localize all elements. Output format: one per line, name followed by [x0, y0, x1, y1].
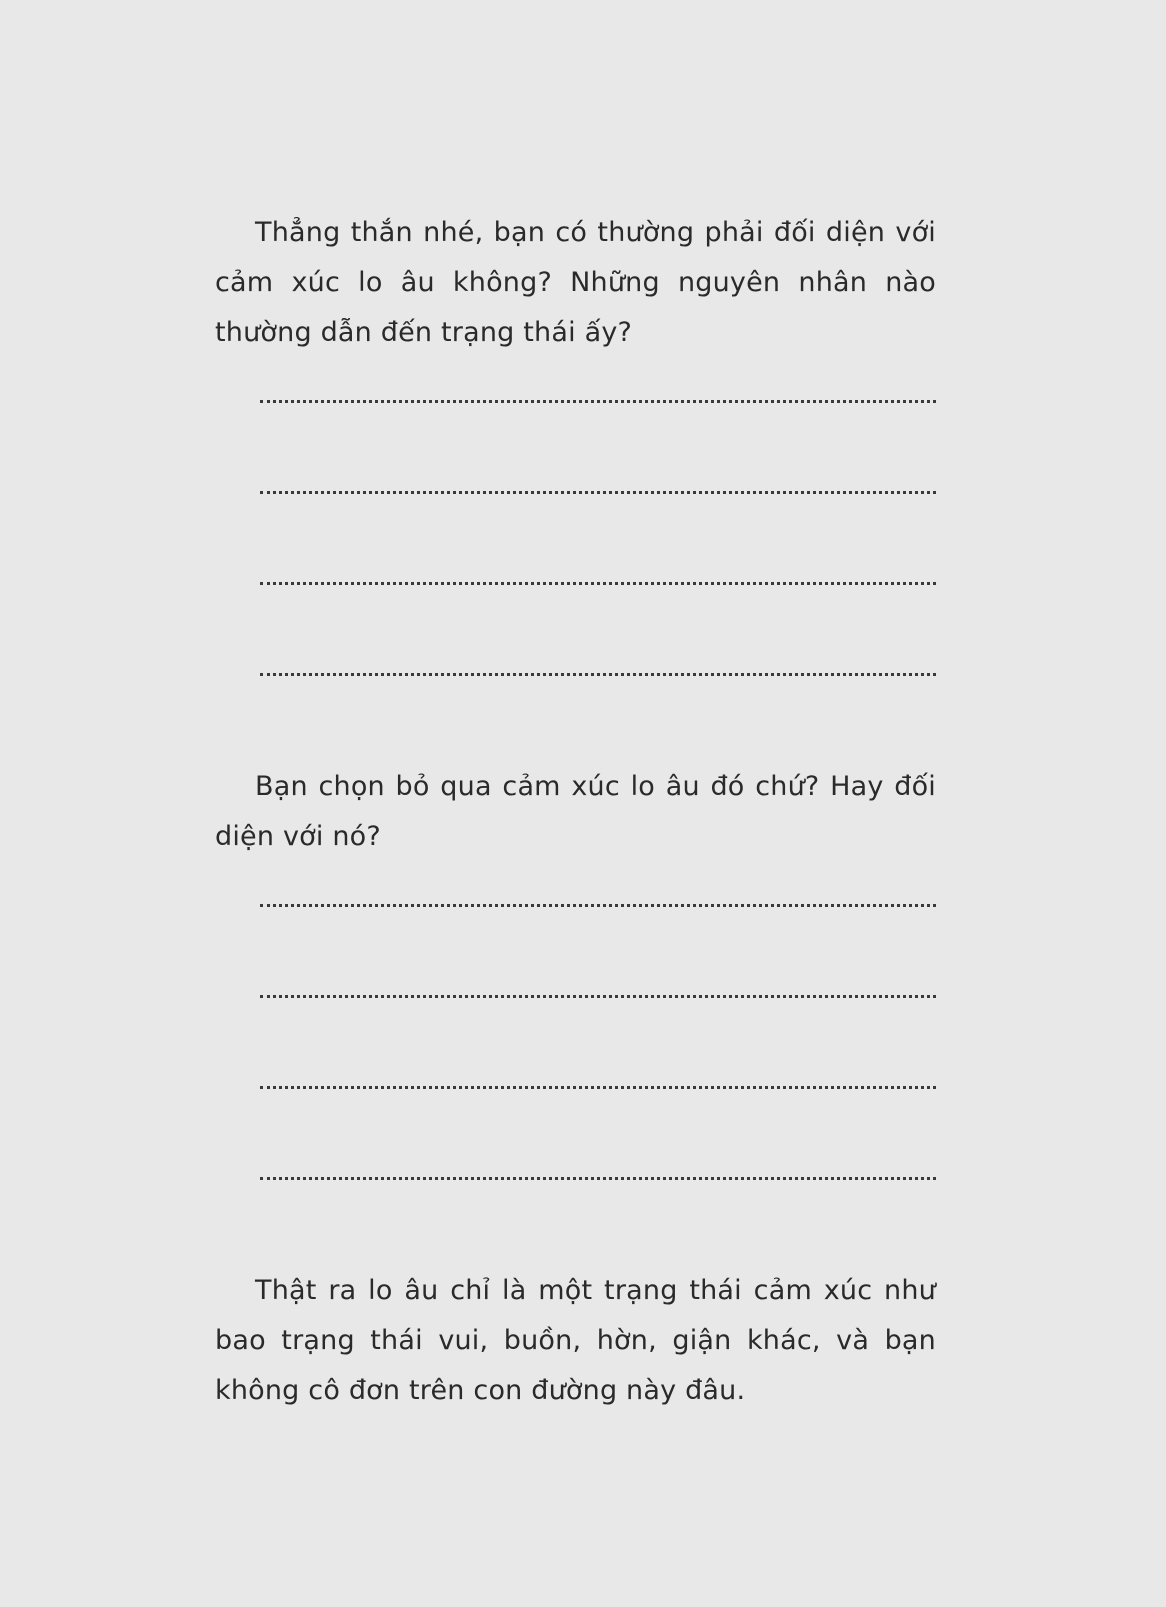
answer-line — [260, 398, 936, 403]
worksheet-page — [215, 208, 936, 1416]
answer-lines-1 — [260, 398, 936, 676]
answer-line — [260, 671, 936, 676]
answer-line — [260, 1084, 936, 1089]
answer-line — [260, 580, 936, 585]
answer-lines-2 — [260, 902, 936, 1180]
answer-line — [260, 993, 936, 998]
question-2: Bạn chọn bỏ qua cảm xúc lo âu đó chứ? Hay đối diện với nó? — [215, 771, 936, 852]
answer-line — [260, 1175, 936, 1180]
answer-line — [260, 902, 936, 907]
answer-line — [260, 489, 936, 494]
closing-paragraph: Thật ra lo âu chỉ là một trạng thái cảm xúc như bao trạng thái vui, buồn, hờn, giận khác, và bạn không cô đơn trên con đường này đâu. — [215, 1275, 936, 1406]
question-1: Thẳng thắn nhé, bạn có thường phải đối diện với cảm xúc lo âu không? Những nguyên nhân nào thường dẫn đến trạng thái ấy? — [215, 217, 936, 348]
